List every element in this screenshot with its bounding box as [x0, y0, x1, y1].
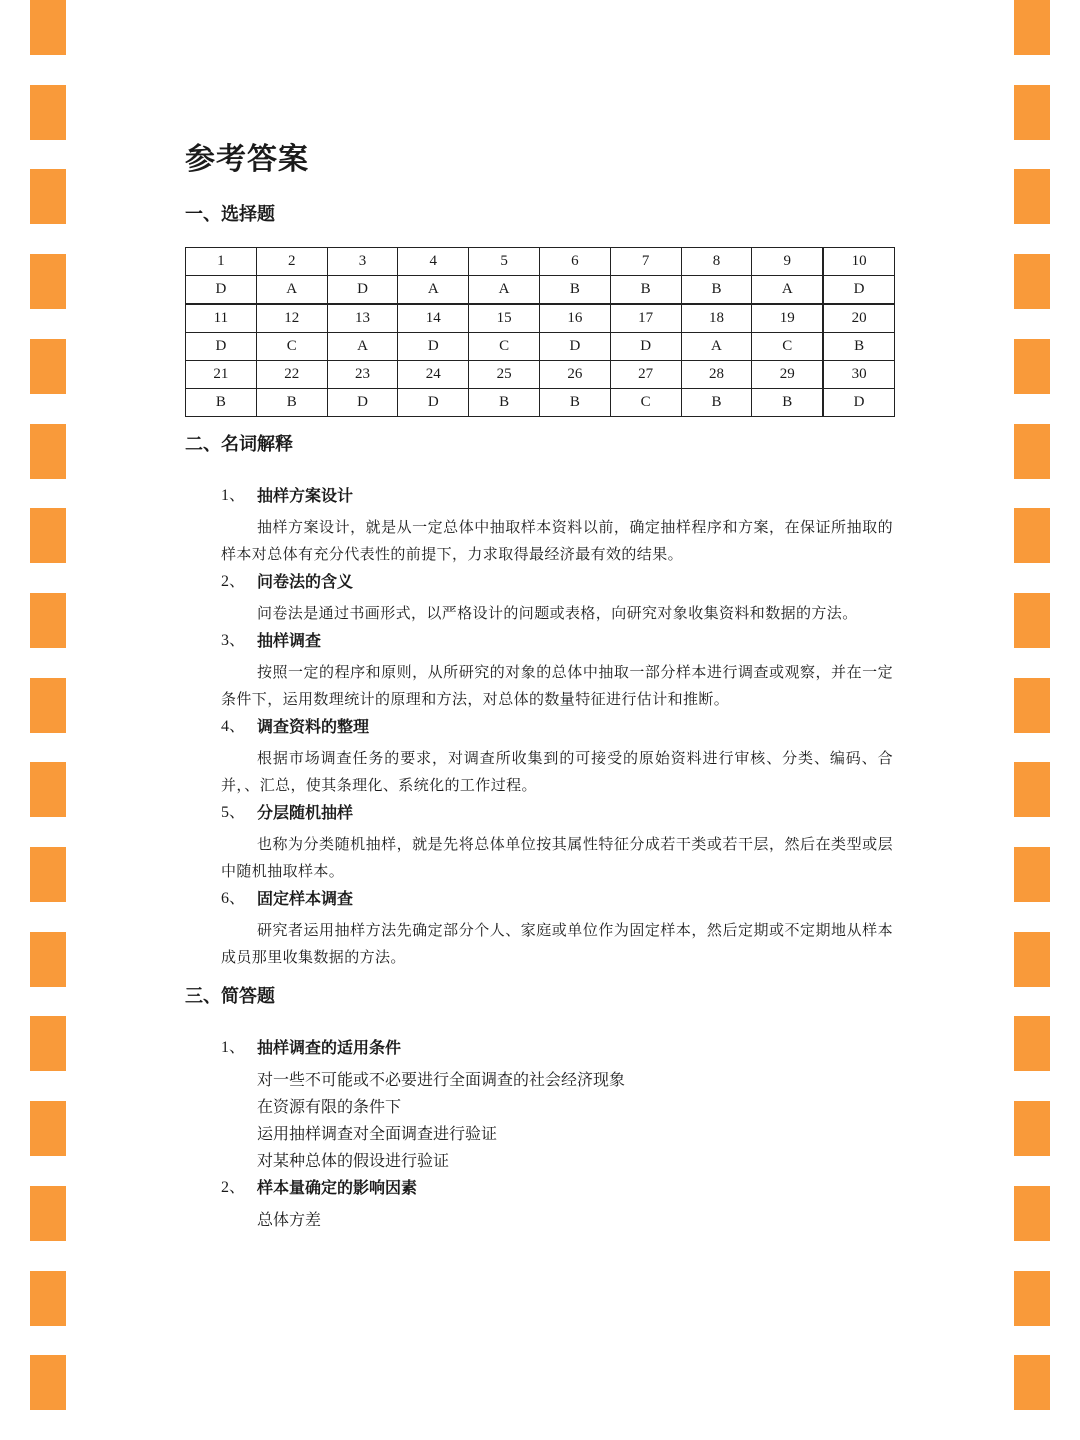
- border-block: [1014, 424, 1050, 479]
- border-block: [30, 254, 66, 309]
- answer-row: [186, 361, 895, 389]
- border-block: [30, 85, 66, 140]
- question-number-cell: 2: [256, 248, 327, 276]
- question-number-cell: 29: [752, 361, 823, 389]
- answer-cell: A: [469, 276, 540, 305]
- border-block: [1014, 508, 1050, 563]
- question-number-cell: 13: [327, 304, 398, 333]
- term-definitions: [221, 483, 905, 971]
- question-number-cell: 3: [327, 248, 398, 276]
- question-number-cell: 22: [256, 361, 327, 389]
- border-block: [30, 847, 66, 902]
- question-number-cell: 10: [823, 248, 894, 276]
- definition-text: 根据市场调查任务的要求，对调查所收集到的可接受的原始资料进行审核、分类、编码、合并，、汇总，使其条理化、系统化的工作过程。: [221, 749, 893, 794]
- answer-cell: B: [256, 389, 327, 417]
- answer-cell: A: [398, 276, 469, 305]
- question-number-cell: 16: [539, 304, 610, 333]
- item-number: 4、: [221, 718, 246, 735]
- answer-cell: A: [256, 276, 327, 305]
- answer-cell: B: [752, 389, 823, 417]
- answer-cell: D: [823, 276, 894, 305]
- item-heading: [221, 628, 905, 654]
- question-number-cell: 19: [752, 304, 823, 333]
- border-block: [30, 1355, 66, 1410]
- answer-row: [186, 304, 895, 333]
- definition-text: 也称为分类随机抽样，就是先将总体单位按其属性特征分成若干类或若干层，然后在类型或层中随机抽取样本。: [221, 835, 893, 880]
- question-number-cell: 23: [327, 361, 398, 389]
- item-heading: [221, 483, 905, 509]
- question-number-cell: 12: [256, 304, 327, 333]
- question-number-cell: 26: [539, 361, 610, 389]
- answer-cell: B: [610, 276, 681, 305]
- answer-cell: A: [327, 333, 398, 361]
- question-number-cell: 6: [539, 248, 610, 276]
- item-number: 6、: [221, 890, 246, 907]
- border-block: [30, 1186, 66, 1241]
- item-heading: [221, 800, 905, 826]
- item-heading: [221, 1175, 905, 1201]
- answer-cell: B: [681, 276, 752, 305]
- section3-heading: 三、简答题: [185, 986, 275, 1007]
- item-label: 调查资料的整理: [257, 717, 370, 736]
- border-block: [30, 339, 66, 394]
- border-block: [30, 1016, 66, 1071]
- question-number-cell: 28: [681, 361, 752, 389]
- answer-cell: D: [398, 389, 469, 417]
- definition-text: 抽样方案设计，就是从一定总体中抽取样本资料以前，确定抽样程序和方案，在保证所抽取的样本对总体有充分代表性的前提下，力求取得最经济最有效的结果。: [221, 518, 893, 563]
- answer-lines: [257, 1206, 905, 1233]
- answer-cell: C: [256, 333, 327, 361]
- answer-cell: D: [186, 276, 257, 305]
- answer-cell: D: [823, 389, 894, 417]
- border-block: [1014, 254, 1050, 309]
- answer-cell: D: [539, 333, 610, 361]
- border-block: [30, 0, 66, 55]
- border-block: [1014, 85, 1050, 140]
- question-number-cell: 15: [469, 304, 540, 333]
- border-block: [1014, 0, 1050, 55]
- border-block: [30, 762, 66, 817]
- answer-cell: B: [681, 389, 752, 417]
- border-block: [1014, 1016, 1050, 1071]
- border-block: [30, 169, 66, 224]
- item-label: 分层随机抽样: [257, 803, 354, 822]
- answer-cell: D: [327, 276, 398, 305]
- item-number: 3、: [221, 632, 246, 649]
- answer-sheet: [185, 138, 905, 1234]
- answer-cell: A: [752, 276, 823, 305]
- item-heading: [221, 569, 905, 595]
- question-number-cell: 21: [186, 361, 257, 389]
- question-number-cell: 4: [398, 248, 469, 276]
- question-number-cell: 11: [186, 304, 257, 333]
- definition-text: 研究者运用抽样方法先确定部分个人、家庭或单位作为固定样本，然后定期或不定期地从样本成员那里收集数据的方法。: [221, 921, 893, 966]
- answer-table: [185, 247, 895, 417]
- border-block: [30, 424, 66, 479]
- answer-line: 运用抽样调查对全面调查进行验证: [257, 1124, 498, 1143]
- answer-row: [186, 248, 895, 276]
- question-number-cell: 18: [681, 304, 752, 333]
- border-block: [1014, 169, 1050, 224]
- answer-cell: D: [610, 333, 681, 361]
- question-number-cell: 30: [823, 361, 894, 389]
- border-block: [30, 678, 66, 733]
- section2-heading: 二、名词解释: [185, 434, 293, 455]
- answer-line: 总体方差: [257, 1210, 322, 1229]
- answer-cell: B: [539, 389, 610, 417]
- item-heading: [221, 1035, 905, 1061]
- question-number-cell: 7: [610, 248, 681, 276]
- left-decorative-border: [30, 0, 66, 1440]
- border-block: [1014, 847, 1050, 902]
- border-block: [1014, 593, 1050, 648]
- item-number: 1、: [221, 1039, 246, 1056]
- section1-heading: 一、选择题: [185, 204, 275, 225]
- answer-line: 对一些不可能或不必要进行全面调查的社会经济现象: [257, 1070, 626, 1089]
- page-title: 参考答案: [185, 142, 309, 177]
- answer-row: [186, 333, 895, 361]
- border-block: [30, 1101, 66, 1156]
- item-label: 问卷法的含义: [257, 572, 354, 591]
- answer-line: 对某种总体的假设进行验证: [257, 1151, 450, 1170]
- answer-cell: D: [398, 333, 469, 361]
- answer-cell: C: [469, 333, 540, 361]
- short-answers: [221, 1035, 905, 1233]
- answer-cell: C: [752, 333, 823, 361]
- border-block: [1014, 1355, 1050, 1410]
- answer-cell: D: [186, 333, 257, 361]
- right-decorative-border: [1014, 0, 1050, 1440]
- border-block: [30, 1271, 66, 1326]
- border-block: [1014, 1101, 1050, 1156]
- question-number-cell: 27: [610, 361, 681, 389]
- answer-cell: B: [469, 389, 540, 417]
- answer-cell: A: [681, 333, 752, 361]
- question-number-cell: 9: [752, 248, 823, 276]
- question-number-cell: 24: [398, 361, 469, 389]
- item-number: 2、: [221, 573, 246, 590]
- border-block: [1014, 1271, 1050, 1326]
- question-number-cell: 1: [186, 248, 257, 276]
- answer-cell: D: [327, 389, 398, 417]
- answer-cell: B: [823, 333, 894, 361]
- question-number-cell: 8: [681, 248, 752, 276]
- answer-cell: B: [186, 389, 257, 417]
- definition-text: 问卷法是通过书画形式，以严格设计的问题或表格，向研究对象收集资料和数据的方法。: [257, 604, 858, 622]
- answer-line: 在资源有限的条件下: [257, 1097, 402, 1116]
- border-block: [1014, 762, 1050, 817]
- item-heading: [221, 886, 905, 912]
- item-number: 1、: [221, 487, 246, 504]
- answer-cell: B: [539, 276, 610, 305]
- question-number-cell: 25: [469, 361, 540, 389]
- answer-row: [186, 389, 895, 417]
- question-number-cell: 17: [610, 304, 681, 333]
- item-label: 抽样调查: [257, 631, 322, 650]
- border-block: [1014, 339, 1050, 394]
- border-block: [1014, 678, 1050, 733]
- answer-cell: C: [610, 389, 681, 417]
- border-block: [1014, 932, 1050, 987]
- item-number: 5、: [221, 804, 246, 821]
- item-heading: [221, 714, 905, 740]
- border-block: [1014, 1186, 1050, 1241]
- item-label: 抽样方案设计: [257, 486, 354, 505]
- answer-lines: [257, 1066, 905, 1174]
- border-block: [30, 508, 66, 563]
- item-label: 固定样本调查: [257, 889, 354, 908]
- border-block: [30, 932, 66, 987]
- question-number-cell: 5: [469, 248, 540, 276]
- answer-row: [186, 276, 895, 305]
- item-label: 样本量确定的影响因素: [257, 1178, 418, 1197]
- item-number: 2、: [221, 1179, 246, 1196]
- border-block: [30, 593, 66, 648]
- question-number-cell: 20: [823, 304, 894, 333]
- item-label: 抽样调查的适用条件: [257, 1038, 402, 1057]
- definition-text: 按照一定的程序和原则，从所研究的对象的总体中抽取一部分样本进行调查或观察，并在一定条件下，运用数理统计的原理和方法，对总体的数量特征进行估计和推断。: [221, 663, 893, 708]
- question-number-cell: 14: [398, 304, 469, 333]
